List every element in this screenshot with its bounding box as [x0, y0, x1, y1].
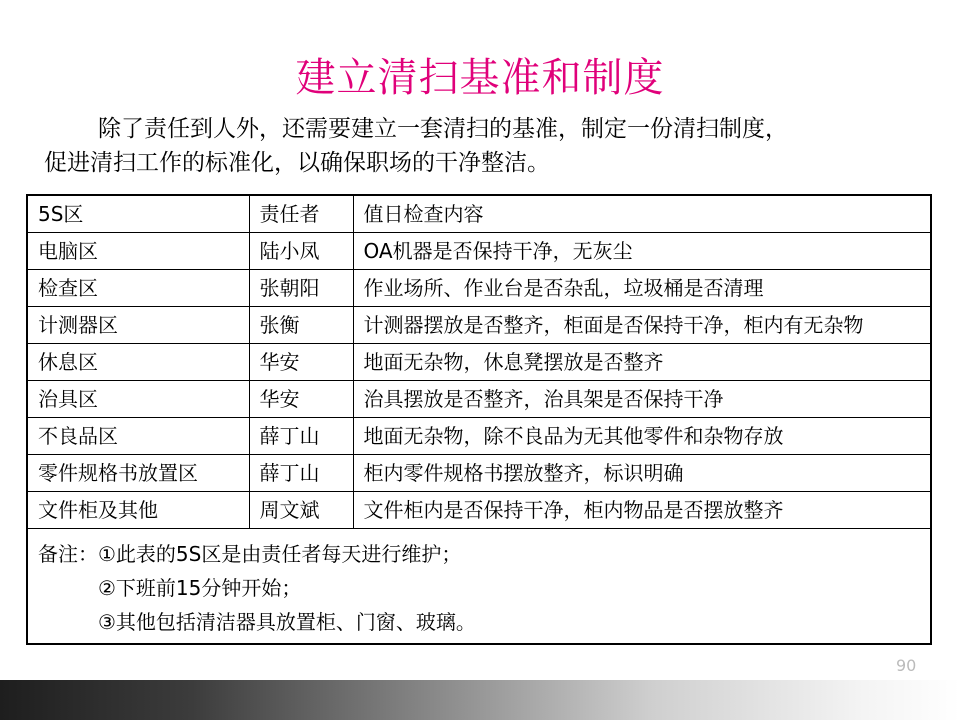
note-line-3: ③其他包括清洁器具放置柜、门窗、玻璃。 — [98, 610, 476, 634]
header-check-content: 值日检查内容 — [353, 195, 931, 233]
owner-cell: 陆小凤 — [249, 233, 353, 270]
area-cell: 零件规格书放置区 — [27, 455, 249, 492]
area-cell: 休息区 — [27, 344, 249, 381]
content-cell: 地面无杂物，休息凳摆放是否整齐 — [353, 344, 931, 381]
intro-paragraph — [44, 112, 924, 180]
content-cell: OA机器是否保持干净，无灰尘 — [353, 233, 931, 270]
table-row — [27, 381, 931, 418]
area-cell: 治具区 — [27, 381, 249, 418]
area-cell: 文件柜及其他 — [27, 492, 249, 529]
content-cell: 地面无杂物，除不良品为无其他零件和杂物存放 — [353, 418, 931, 455]
content-cell: 作业场所、作业台是否杂乱，垃圾桶是否清理 — [353, 270, 931, 307]
owner-cell: 周文斌 — [249, 492, 353, 529]
owner-cell: 薛丁山 — [249, 455, 353, 492]
notes-cell — [27, 529, 931, 645]
area-cell: 计测器区 — [27, 307, 249, 344]
owner-cell: 薛丁山 — [249, 418, 353, 455]
header-owner: 责任者 — [249, 195, 353, 233]
header-area: 5S区 — [27, 195, 249, 233]
notes-row — [27, 529, 931, 645]
footer-gradient-bar — [0, 680, 960, 720]
content-cell: 治具摆放是否整齐，治具架是否保持干净 — [353, 381, 931, 418]
intro-line-1: 除了责任到人外，还需要建立一套清扫的基准，制定一份清扫制度， — [98, 116, 788, 142]
table-row — [27, 455, 931, 492]
content-cell: 文件柜内是否保持干净，柜内物品是否摆放整齐 — [353, 492, 931, 529]
owner-cell: 华安 — [249, 344, 353, 381]
content-cell: 柜内零件规格书摆放整齐，标识明确 — [353, 455, 931, 492]
owner-cell: 华安 — [249, 381, 353, 418]
area-cell: 不良品区 — [27, 418, 249, 455]
page-title: 建立清扫基准和制度 — [295, 55, 665, 101]
table-row — [27, 492, 931, 529]
note-line-2: ②下班前15分钟开始； — [98, 576, 302, 600]
table-row — [27, 233, 931, 270]
owner-cell: 张朝阳 — [249, 270, 353, 307]
area-cell: 检查区 — [27, 270, 249, 307]
table-row — [27, 307, 931, 344]
table-row — [27, 418, 931, 455]
table-header-row — [27, 195, 931, 233]
owner-cell: 张衡 — [249, 307, 353, 344]
note-line-1: 备注：①此表的5S区是由责任者每天进行维护； — [38, 542, 462, 566]
table-row — [27, 344, 931, 381]
cleaning-standard-table — [26, 194, 932, 645]
content-cell: 计测器摆放是否整齐，柜面是否保持干净，柜内有无杂物 — [353, 307, 931, 344]
page-number: 90 — [896, 656, 917, 675]
area-cell: 电脑区 — [27, 233, 249, 270]
intro-line-2: 促进清扫工作的标准化，以确保职场的干净整洁。 — [44, 150, 550, 176]
table-row — [27, 270, 931, 307]
